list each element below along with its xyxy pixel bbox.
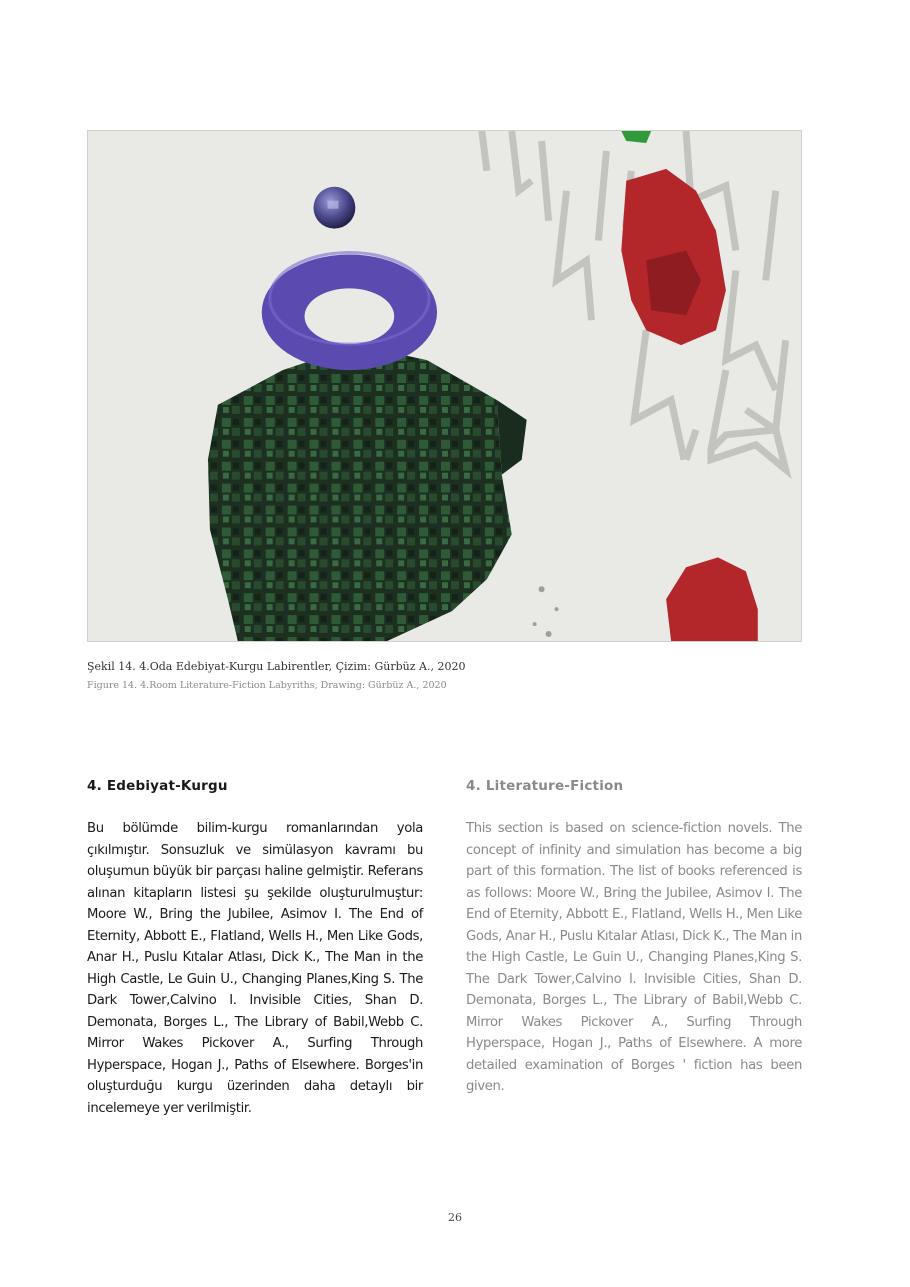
section-heading-turkish: 4. Edebiyat-Kurgu	[87, 778, 228, 794]
blue-sphere	[314, 187, 356, 229]
english-column	[466, 778, 802, 1098]
figure-caption-turkish: Şekil 14. 4.Oda Edebiyat-Kurgu Labirentler, Çizim: Gürbüz A., 2020	[87, 660, 466, 673]
labyrinth-render-image	[88, 131, 801, 641]
figure-caption-english: Figure 14. 4.Room Literature-Fiction Labyriths, Drawing: Gürbüz A., 2020	[87, 680, 447, 691]
purple-torus	[262, 253, 437, 371]
figure-render	[87, 130, 802, 642]
section-body-turkish: Bu bölümde bilim-kurgu romanlarından yola çıkılmıştır. Sonsuzluk ve simülasyon kavramı bu oluşumun büyük bir parçası haline gelmiştir. Referans alınan kitapların listesi şu şekilde oluşturulmuştur: Moore W., Bring the Jubilee, Asimov I. The End of Eternity, Abbott E., Flatland, Wells H., Men Like Gods, Anar H., Puslu Kıtalar Atlası, Dick K., The Man in the High Castle, Le Guin U., Changing Planes,King S. The Dark Tower,Calvino I. Invisible Cities, Shan D. Demonata, Borges L., The Library of Babil,Webb C. Mirror Wakes Pickover A., Surfing Through Hyperspace, Hogan J., Paths of Elsewhere. Borges'in oluşturduğu kurgu üzerinden daha detaylı bir incelemeye yer verilmiştir.	[87, 821, 423, 1116]
section-heading-english: 4. Literature-Fiction	[466, 778, 624, 794]
page-number: 26	[448, 1211, 462, 1224]
section-body-english: This section is based on science-fiction novels. The concept of infinity and simulation has become a big part of this formation. The list of books referenced is as follows: Moore W., Bring the Jubilee, Asimov I. The End of Eternity, Abbott E., Flatland, Wells H., Men Like Gods, Anar H., Puslu Kıtalar Atlası, Dick K., The Man in the High Castle, Le Guin U., Changing Planes,King S. The Dark Tower,Calvino I. Invisible Cities, Shan D. Demonata, Borges L., The Library of Babil,Webb C. Mirror Wakes Pickover A., Surfing Through Hyperspace, Hogan J., Paths of Elsewhere. A more detailed examination of Borges ' fiction has been given.	[466, 821, 802, 1094]
turkish-column	[87, 778, 423, 1119]
